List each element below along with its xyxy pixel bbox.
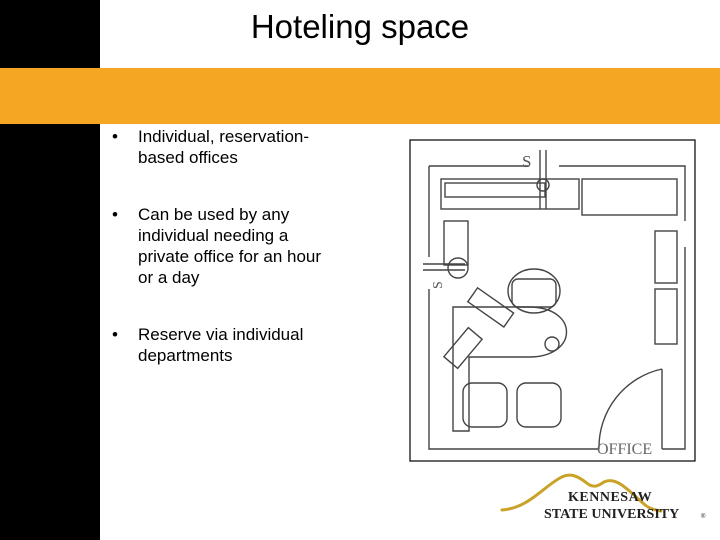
- bullet-icon: •: [112, 325, 118, 344]
- bullet-icon: •: [112, 127, 118, 146]
- bullet-text: Can be used by any individual needing a private office for an hour or a day: [138, 205, 322, 287]
- bullet-icon: •: [112, 205, 118, 224]
- bullet-text: Reserve via individual departments: [138, 325, 304, 365]
- floorplan-label-office: OFFICE: [597, 441, 653, 458]
- bullet-item: [112, 324, 327, 366]
- logo-registered-mark: ®: [701, 514, 706, 520]
- logo-line1: KENNESAW: [568, 490, 653, 505]
- gold-header-band: [0, 68, 720, 124]
- bullet-list: [112, 126, 327, 402]
- floorplan-label-s-top: S: [522, 152, 532, 171]
- bullet-item: [112, 126, 327, 168]
- logo-line2: STATE UNIVERSITY: [544, 507, 680, 522]
- slide-title: Hoteling space: [250, 8, 470, 45]
- bullet-item: [112, 204, 327, 288]
- office-floor-plan: [409, 139, 696, 462]
- kennesaw-state-logo: [498, 470, 710, 530]
- bullet-text: Individual, reservation-based offices: [138, 127, 310, 167]
- floorplan-label-s-left: S: [431, 281, 446, 289]
